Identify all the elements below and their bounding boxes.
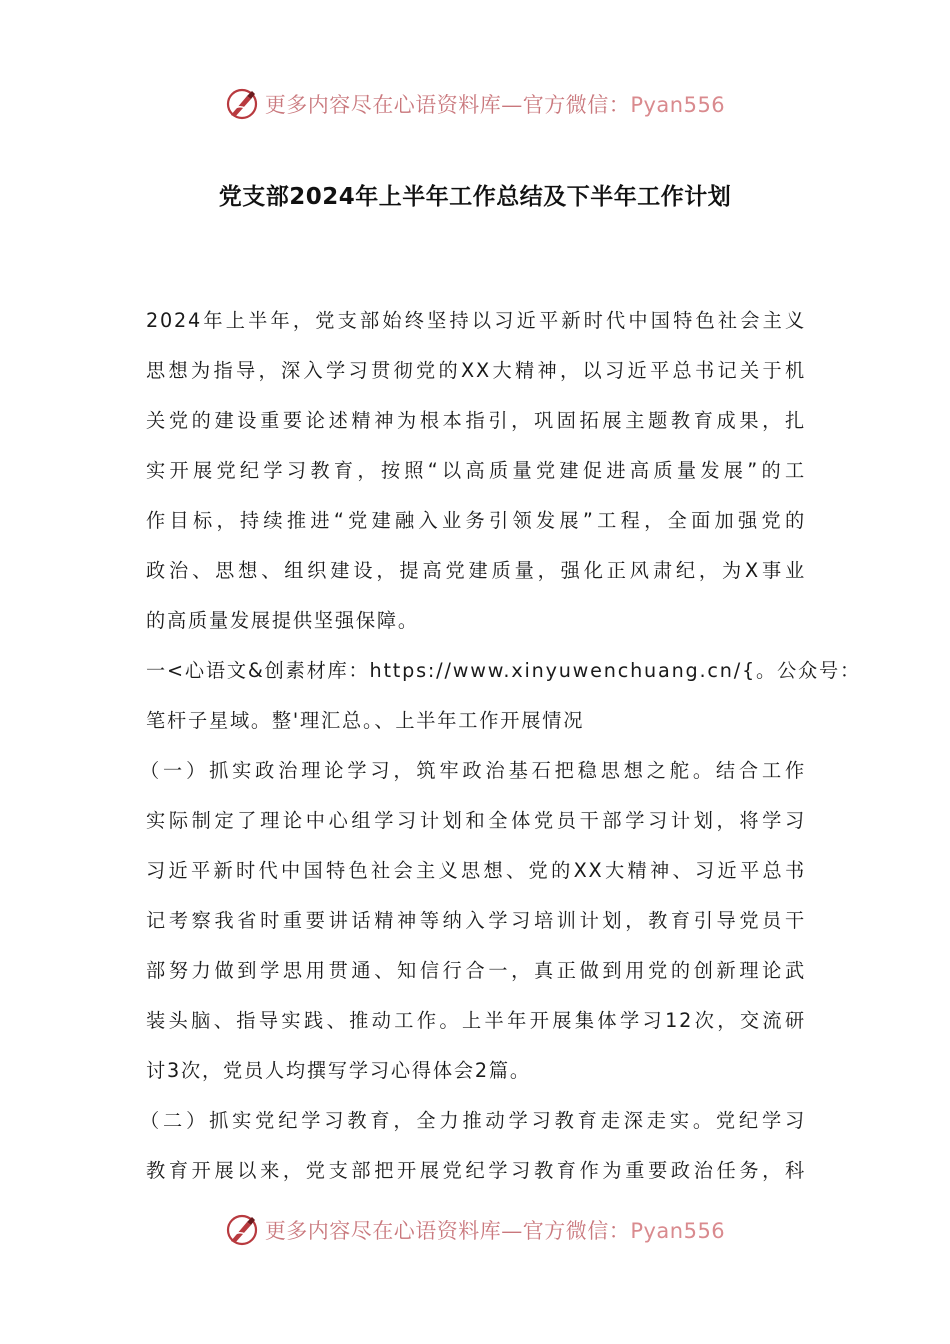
wechat-id: Pyan556 bbox=[630, 93, 726, 117]
body-line: 思想为指导，深入学习贯彻党的XX大精神，以习近平总书记关于机 bbox=[146, 359, 806, 382]
footer-watermark bbox=[0, 1210, 950, 1250]
body-line: 关党的建设重要论述精神为根本指引，巩固拓展主题教育成果，扎 bbox=[146, 409, 806, 432]
body-line: （一）抓实政治理论学习，筑牢政治基石把稳思想之舵。结合工作 bbox=[140, 759, 806, 782]
watermark-text: 更多内容尽在心语资料库—官方微信：Pyan556 bbox=[264, 93, 726, 117]
document-body bbox=[140, 296, 861, 1196]
body-line: 的高质量发展提供坚强保障。 bbox=[146, 609, 419, 632]
body-line: 装头脑、指导实践、推动工作。上半年开展集体学习12次，交流研 bbox=[146, 1009, 806, 1032]
header-watermark bbox=[0, 84, 950, 124]
body-line: 实际制定了理论中心组学习计划和全体党员干部学习计划，将学习 bbox=[146, 809, 806, 832]
body-line: 教育开展以来，党支部把开展党纪学习教育作为重要政治任务，科 bbox=[146, 1159, 806, 1182]
body-line: 讨3次，党员人均撰写学习心得体会2篇。 bbox=[146, 1059, 531, 1082]
body-line: 2024年上半年，党支部始终坚持以习近平新时代中国特色社会主义 bbox=[146, 309, 806, 332]
body-line: 笔杆子星域。整'理汇总。、上半年工作开展情况 bbox=[146, 709, 585, 732]
body-line: 实开展党纪学习教育，按照“以高质量党建促进高质量发展”的工 bbox=[146, 459, 806, 482]
body-line: 一<心语文&创素材库：https://www.xinyuwenchuang.cn/{。公众号： bbox=[146, 659, 861, 682]
document-title: 党支部2024年上半年工作总结及下半年工作计划 bbox=[218, 184, 732, 210]
pen-logo-icon bbox=[225, 1213, 259, 1247]
body-line: 部努力做到学思用贯通、知信行合一，真正做到用党的创新理论武 bbox=[146, 959, 806, 982]
body-line: 记考察我省时重要讲话精神等纳入学习培训计划，教育引导党员干 bbox=[146, 909, 806, 932]
pen-logo-icon bbox=[225, 87, 259, 121]
body-line: 政治、思想、组织建设，提高党建质量，强化正风肃纪，为X事业 bbox=[146, 559, 806, 582]
body-line: 习近平新时代中国特色社会主义思想、党的XX大精神、习近平总书 bbox=[146, 859, 806, 882]
watermark-text: 更多内容尽在心语资料库—官方微信：Pyan556 bbox=[264, 1219, 726, 1243]
body-line: 作目标，持续推进“党建融入业务引领发展”工程，全面加强党的 bbox=[146, 509, 806, 532]
body-line: （二）抓实党纪学习教育，全力推动学习教育走深走实。党纪学习 bbox=[140, 1109, 806, 1132]
wechat-id: Pyan556 bbox=[630, 1219, 726, 1243]
